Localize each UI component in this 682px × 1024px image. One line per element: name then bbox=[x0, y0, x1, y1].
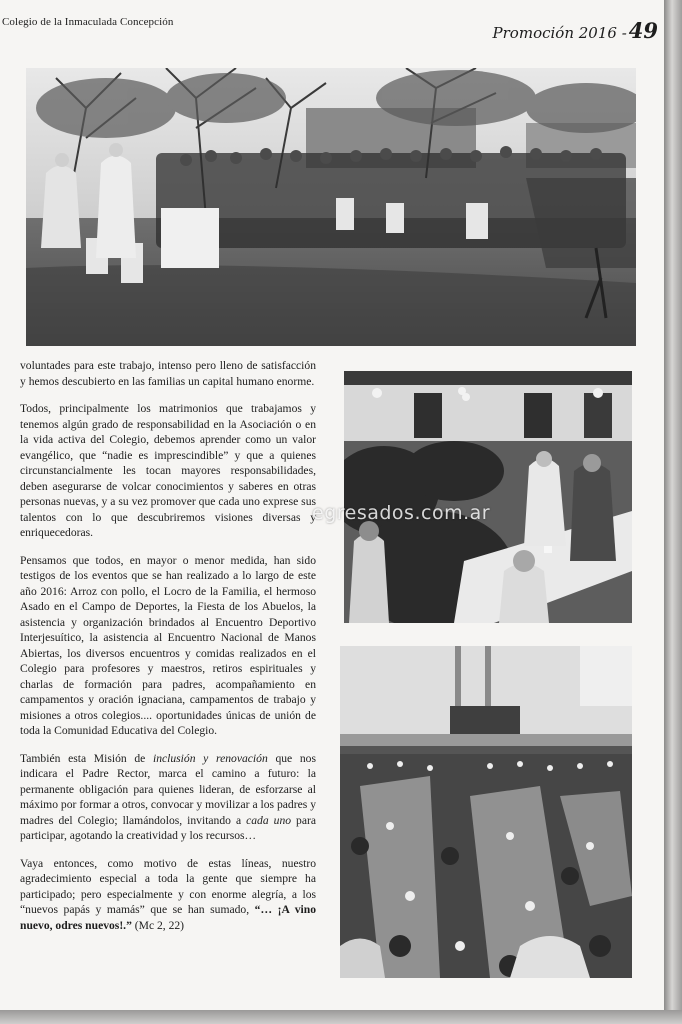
page-bottom-edge bbox=[0, 1010, 682, 1024]
bible-reference: (Mc 2, 22) bbox=[131, 918, 185, 932]
paragraph-4-emphasis-2: cada uno bbox=[246, 813, 292, 827]
paragraph-5 bbox=[20, 856, 316, 934]
bible-quote: “… ¡A vino nuevo, odres nuevos!.” bbox=[20, 903, 316, 932]
promotion-text: Promoción 2016 - bbox=[492, 24, 627, 42]
page-number: 49 bbox=[628, 18, 658, 43]
page-header bbox=[0, 0, 664, 46]
paragraph-4-a: También esta Misión de bbox=[20, 751, 153, 765]
school-name: Colegio de la Inmaculada Concepción bbox=[2, 16, 174, 28]
paragraph-5-a: Vaya entonces, como motivo de estas líneas, nuestro agradecimiento especial a toda la gente que siempre ha participado; pero especialmente y con enorme alegría, a los “nuevos papás y mamás” que se han sumado, bbox=[20, 856, 316, 916]
indoor-dining-photo bbox=[344, 371, 632, 623]
paragraph-2: Todos, principalmente los matrimonios que trabajamos y tenemos algún grado de responsabilidad en la Asociación o en la vida activa del Colegio, debemos aprender como un valor evangélico, que “nadie es imprescindible” y que a quienes circunstancialmente les tocan mayores responsabilidades, deben asegurarse de volcar conocimientos y saberes en otras personas nuevas, y a su vez promover que cada uno exprese sus talentos con lo que descubriremos visiones diversas y enriquecedoras. bbox=[20, 402, 316, 539]
gym-dining-photo bbox=[340, 646, 632, 978]
promotion-label bbox=[493, 18, 658, 43]
paragraph-4-b: que nos indicara el Padre Rector, marca el camino a futuro: la permanente obligación para quienes lideran, de esforzarse al máximo por formar a otros, convocar y movilizar a los padres y madres del Colegio; llamándolos, invitando a bbox=[20, 751, 316, 827]
paragraph-3: Pensamos que todos, en mayor o menor medida, han sido testigos de los eventos que se han realizado a lo largo de este año 2016: Arroz con pollo, el Locro de la Familia, el hermoso Asado en el Campo de Deportes, la Fiesta de los Abuelos, la asistencia y organización brindados al Encuentro Deportivo Interjesuítico, la asistencia al Encuentro Nacional de Manos Abiertas, los diversos encuentros y comidas realizados en el Colegio para profesores y maestros, retiros espirituales y charlas de formación para padres, acompañamiento en campamentos y oración ignaciana, campamentos de trabajo y misiones a otros colegios.... oportunidades únicas de unión de toda la Comunidad Educativa del Colegio. bbox=[20, 553, 316, 737]
article-body bbox=[20, 358, 316, 945]
outdoor-mass-photo bbox=[26, 68, 636, 346]
paragraph-4-emphasis-1: inclusión y renovación bbox=[152, 751, 268, 765]
paragraph-4-c: para participar, agotando la creatividad y los recursos… bbox=[20, 813, 316, 842]
paragraph-1: voluntades para este trabajo, intenso pero lleno de satisfacción y hemos descubierto en las familias un capital humano enorme. bbox=[20, 359, 316, 388]
page-edge bbox=[664, 0, 682, 1024]
paragraph-4 bbox=[20, 751, 316, 844]
site-watermark: egresados.com.ar bbox=[312, 502, 491, 524]
